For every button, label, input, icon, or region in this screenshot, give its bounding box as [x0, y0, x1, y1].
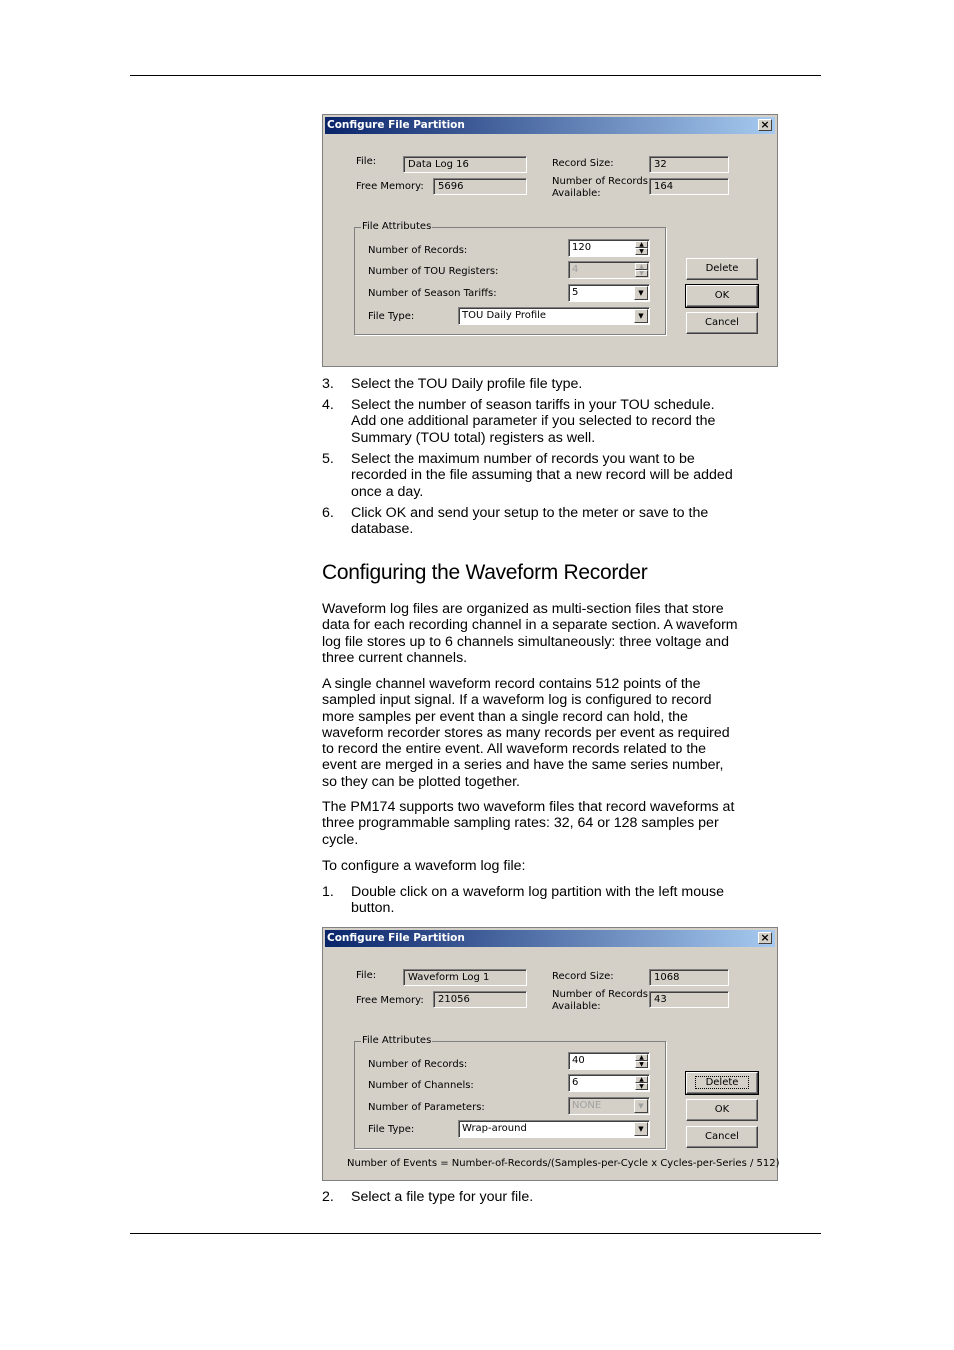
- number-of-channels-stepper[interactable]: [568, 1074, 650, 1092]
- chevron-down-icon[interactable]: ▼: [634, 1122, 648, 1136]
- chevron-down-icon: ▼: [634, 1099, 648, 1113]
- spin-up-icon[interactable]: ▲: [635, 241, 648, 248]
- record-size-label: Record Size:: [552, 971, 614, 982]
- delete-button[interactable]: [686, 258, 758, 280]
- list-number: 5.: [322, 451, 334, 467]
- season-tariffs-select[interactable]: [568, 284, 650, 302]
- records-available-label-2: Available:: [552, 1001, 601, 1012]
- record-size-label: Record Size:: [552, 158, 614, 169]
- close-icon[interactable]: ×: [758, 932, 772, 944]
- paragraph: To configure a waveform log file:: [322, 858, 526, 874]
- spin-up-icon: ▲: [635, 263, 648, 270]
- spin-buttons[interactable]: [635, 241, 648, 255]
- number-of-channels-value: 6: [572, 1077, 579, 1088]
- number-of-records-label: Number of Records:: [368, 245, 468, 256]
- file-type-label: File Type:: [368, 311, 415, 322]
- chevron-down-icon[interactable]: ▼: [634, 309, 648, 323]
- list-text: Select the number of season tariffs in your TOU schedule. Add one additional parameter if you selected to record the Summary (TOU total) registers as well.: [351, 397, 716, 446]
- file-field: Data Log 16: [403, 156, 527, 173]
- season-tariffs-value: 5: [572, 287, 579, 298]
- cancel-button-label: Cancel: [705, 1131, 739, 1142]
- cancel-button-label: Cancel: [705, 317, 739, 328]
- record-size-field: 1068: [649, 969, 729, 986]
- list-number: 3.: [322, 376, 334, 392]
- number-of-channels-label: Number of Channels:: [368, 1080, 474, 1091]
- delete-button-label: Delete: [705, 263, 739, 274]
- spin-up-icon[interactable]: ▲: [635, 1076, 648, 1083]
- ok-button-label: OK: [714, 290, 730, 301]
- number-of-records-label: Number of Records:: [368, 1059, 468, 1070]
- spin-buttons: [635, 263, 648, 277]
- list-number: 6.: [322, 505, 334, 521]
- records-available-label-2: Available:: [552, 188, 601, 199]
- free-memory-label: Free Memory:: [356, 995, 424, 1006]
- file-attributes-title: File Attributes: [362, 221, 432, 232]
- list-text: Double click on a waveform log partition with the left mouse button.: [351, 884, 724, 917]
- records-available-field: 43: [649, 991, 729, 1008]
- file-type-label: File Type:: [368, 1124, 415, 1135]
- spin-down-icon[interactable]: ▼: [635, 248, 648, 255]
- footer-rule: [130, 1233, 821, 1234]
- paragraph: Waveform log files are organized as multi-section files that store data for each recording channel in a separate section. A waveform log file stores up to 6 channels simultaneously: three voltage and three current channels.: [322, 601, 738, 666]
- number-of-parameters-label: Number of Parameters:: [368, 1102, 485, 1113]
- file-field: Waveform Log 1: [403, 969, 527, 986]
- cancel-button[interactable]: [686, 312, 758, 334]
- spin-down-icon: ▼: [635, 270, 648, 277]
- spin-buttons[interactable]: [635, 1076, 648, 1090]
- configure-file-partition-dialog: [322, 114, 778, 367]
- file-label: File:: [356, 156, 377, 167]
- list-number: 4.: [322, 397, 334, 413]
- ok-button[interactable]: [686, 1099, 758, 1121]
- file-type-value: TOU Daily Profile: [462, 310, 547, 321]
- spin-buttons[interactable]: [635, 1054, 648, 1068]
- file-type-select[interactable]: [458, 1120, 650, 1138]
- paragraph: The PM174 supports two waveform files that record waveforms at three programmable sampling rates: 32, 64 or 128 samples per cycle.: [322, 799, 735, 848]
- tou-registers-value: 4: [572, 264, 579, 275]
- spin-up-icon[interactable]: ▲: [635, 1054, 648, 1061]
- list-number: 2.: [322, 1189, 334, 1205]
- paragraph: A single channel waveform record contains 512 points of the sampled input signal. If a waveform log is configured to record more samples per event than a single record can hold, the waveform recorder stores as many records per event as required to record the entire event. All waveform records related to the event are merged in a series and have the same series number, so they can be plotted together.: [322, 676, 730, 790]
- close-icon[interactable]: ×: [758, 119, 772, 131]
- section-heading: Configuring the Waveform Recorder: [322, 561, 648, 584]
- list-number: 1.: [322, 884, 334, 900]
- delete-button[interactable]: [686, 1072, 758, 1094]
- free-memory-label: Free Memory:: [356, 181, 424, 192]
- number-of-records-value: 40: [572, 1055, 585, 1066]
- records-available-label: Number of Records: [552, 989, 648, 1000]
- records-available-field: 164: [649, 178, 729, 195]
- tou-registers-label: Number of TOU Registers:: [368, 266, 499, 277]
- ok-button-label: OK: [714, 1104, 730, 1115]
- chevron-down-icon[interactable]: ▼: [634, 286, 648, 300]
- file-type-select[interactable]: [458, 307, 650, 325]
- season-tariffs-label: Number of Season Tariffs:: [368, 288, 497, 299]
- dialog-title-bar: [325, 117, 775, 134]
- list-text: Select the TOU Daily profile file type.: [351, 376, 583, 392]
- configure-file-partition-dialog: [322, 927, 778, 1181]
- spin-down-icon[interactable]: ▼: [635, 1083, 648, 1090]
- cancel-button[interactable]: [686, 1126, 758, 1148]
- file-label: File:: [356, 970, 377, 981]
- number-of-records-stepper[interactable]: [568, 1052, 650, 1070]
- number-of-records-value: 120: [572, 242, 592, 253]
- file-type-value: Wrap-around: [462, 1123, 527, 1134]
- events-formula: Number of Events = Number-of-Records/(Samples-per-Cycle x Cycles-per-Series / 512): [347, 1158, 780, 1169]
- spin-down-icon[interactable]: ▼: [635, 1061, 648, 1068]
- number-of-parameters-value: NONE: [572, 1100, 602, 1111]
- list-text: Click OK and send your setup to the meter or save to the database.: [351, 505, 709, 538]
- dialog-title-bar: [325, 930, 775, 947]
- tou-registers-stepper: [568, 261, 650, 279]
- list-text: Select the maximum number of records you want to be recorded in the file assuming that a new record will be added once a day.: [351, 451, 733, 500]
- free-memory-field: 21056: [433, 991, 527, 1008]
- dialog-title: Configure File Partition: [327, 119, 465, 131]
- ok-button[interactable]: [686, 285, 758, 307]
- free-memory-field: 5696: [433, 178, 527, 195]
- file-attributes-title: File Attributes: [362, 1035, 432, 1046]
- record-size-field: 32: [649, 156, 729, 173]
- records-available-label: Number of Records: [552, 176, 648, 187]
- number-of-parameters-select: [568, 1097, 650, 1115]
- header-rule: [130, 75, 821, 76]
- delete-button-label: Delete: [696, 1077, 749, 1088]
- dialog-title: Configure File Partition: [327, 932, 465, 944]
- list-text: Select a file type for your file.: [351, 1189, 534, 1205]
- number-of-records-stepper[interactable]: [568, 239, 650, 257]
